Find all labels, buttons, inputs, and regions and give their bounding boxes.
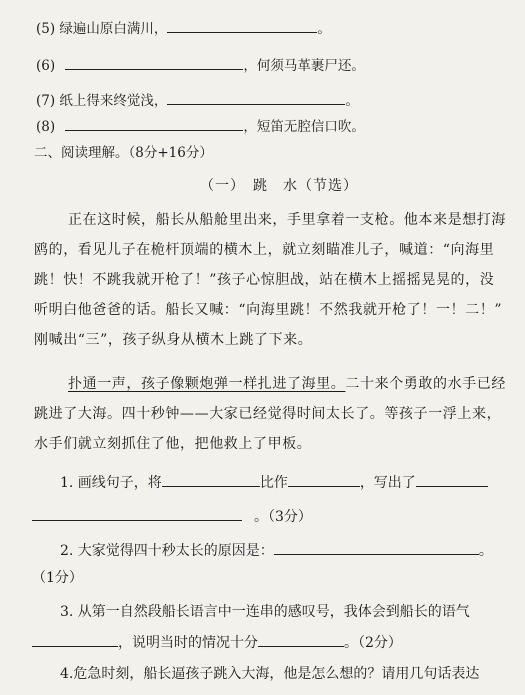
question-text: 1. 画线句子，将 <box>60 475 162 491</box>
item-number: (7) <box>36 93 56 109</box>
item-text: 绿遍山原白满川， <box>59 21 168 37</box>
item-text: ，短笛无腔信口吹。 <box>243 119 365 135</box>
answer-blank[interactable] <box>288 472 360 487</box>
answer-blank[interactable] <box>258 632 344 647</box>
answer-blank[interactable] <box>416 472 488 487</box>
item-text: 。 <box>345 93 359 109</box>
answer-blank[interactable] <box>32 632 118 647</box>
question-text: ，说明当时的情况十分 <box>118 635 258 651</box>
question-text: 。 <box>478 543 493 559</box>
passage-text: 二十来个勇敢的水手已经 <box>345 376 507 392</box>
question-text: 比作 <box>259 475 288 491</box>
question-text: ，写出了 <box>359 475 416 491</box>
passage-line: 鸥的，看见儿子在桅杆顶端的横木上，就立刻瞄准儿子，喊道：“向海里 <box>34 242 495 258</box>
answer-blank[interactable] <box>32 506 242 521</box>
item-text: ，何须马革裹尸还。 <box>243 58 365 74</box>
passage-line: 跳进了大海。四十秒钟——大家已经觉得时间太长了。等孩子一浮上来， <box>34 406 502 422</box>
question-4: 4.危急时刻，船长逼孩子跳入大海，他是怎么想的？请用几句话表达 <box>60 666 480 682</box>
question-1-continued <box>32 506 312 527</box>
answer-blank[interactable] <box>167 18 317 33</box>
fill-blank-7 <box>36 90 359 111</box>
item-text: 纸上得来终觉浅， <box>59 93 168 109</box>
answer-blank[interactable] <box>162 472 260 487</box>
question-3: 3. 从第一自然段船长语言中一连串的感叹号，我体会到船长的语气 <box>60 604 470 620</box>
passage-line: 水手们就立刻抓住了他，把他救上了甲板。 <box>34 436 312 452</box>
question-2 <box>60 540 493 561</box>
underlined-sentence: 扑通一声，孩子像颗炮弹一样扎进了海里。 <box>68 376 346 392</box>
question-text: 。（2分） <box>344 635 402 651</box>
passage-line: 刚喊出“三”，孩子纵身从横木上跳了下来。 <box>34 332 313 348</box>
passage-line: 正在这时候，船长从船舱里出来，手里拿着一支枪。他本来是想打海 <box>68 212 506 228</box>
passage-line: 跳！快！不跳我就开枪了！”孩子心惊胆战，站在横木上摇摇晃晃的，没 <box>34 272 495 288</box>
answer-blank[interactable] <box>167 90 345 105</box>
question-text: 。（3分） <box>254 509 312 525</box>
question-3-continued <box>32 632 402 653</box>
fill-blank-6 <box>36 55 365 76</box>
answer-blank[interactable] <box>65 116 243 131</box>
item-number: (5) <box>36 21 56 37</box>
answer-blank[interactable] <box>274 540 479 555</box>
question-1 <box>60 472 488 493</box>
question-2-score: （1分） <box>32 570 83 586</box>
section-heading: 二、阅读理解。（8分+16分） <box>34 145 213 161</box>
fill-blank-5 <box>36 18 331 39</box>
item-text: 。 <box>317 21 331 37</box>
answer-blank[interactable] <box>65 55 243 70</box>
item-number: (8) <box>36 119 56 135</box>
passage-line: 听明白他爸爸的话。船长又喊：“向海里跳！不然我就开枪了！一！二！” <box>34 302 503 318</box>
passage-line <box>68 374 506 394</box>
item-number: (6) <box>36 58 56 74</box>
fill-blank-8 <box>36 116 365 137</box>
question-text: 2. 大家觉得四十秒太长的原因是： <box>60 543 274 559</box>
passage-title: （一） 跳 水（节选） <box>200 178 358 194</box>
